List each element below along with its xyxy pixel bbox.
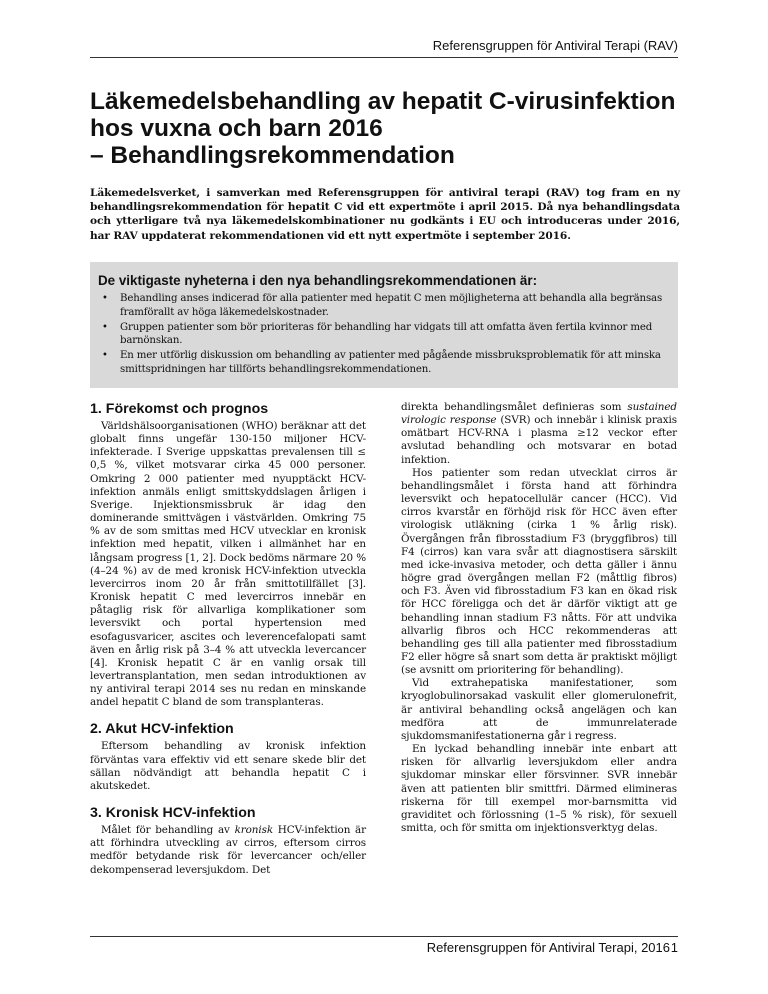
running-header: Referensgruppen för Antiviral Terapi (RAV) xyxy=(432,38,678,53)
lead-paragraph: Läkemedelsverket, i samverkan med Referensgruppen för antiviral terapi (RAV) tog fram en ny behandlingsrekommendation för hepatit C vid ett expertmöte i april 2015. Då nya behandlingsdata och ytterligare två nya läkemedelskombinationer nu godkänts i EU och introduceras under 2016, har RAV uppdaterat rekommendationen vid ett nytt expertmöte i september 2016. xyxy=(90,187,680,242)
bullet-icon: • xyxy=(102,321,108,333)
news-item xyxy=(90,321,678,349)
title-line-1: Läkemedelsbehandling av hepatit C-virusinfektion xyxy=(90,88,676,115)
title-line-3: – Behandlingsrekommendation xyxy=(90,142,455,169)
news-box xyxy=(90,262,678,388)
news-item-text: Behandling anses indicerad för alla patienter med hepatit C men möjligheterna att behandla alla begränsas framförallt av höga läkemedelskostnader. xyxy=(120,293,663,318)
footer-text: Referensgruppen för Antiviral Terapi, 2016 xyxy=(426,940,670,955)
right-column xyxy=(401,401,677,835)
news-item-text: Gruppen patienter som bör prioriteras för behandling har vidgats till att omfatta även fertila kvinnor med barnönskan. xyxy=(120,321,653,347)
section-1-paragraph: Världshälsoorganisationen (WHO) beräknar att det globalt finns ungefär 130-150 miljoner HCV-infekterade. I Sverige uppskattas prevalensen till ≤ 0,5 %, vilket motsvarar cirka 45 000 personer. Omkring 2 000 patienter med nyupptäckt HCV-infektion anmäls enligt smittskyddslagen årligen i Sverige. Injektionsmissbruk är idag den dominerande smittvägen i västvärlden. Omkring 75 % av de som smittas med HCV utvecklar en kronisk infektion med hepatit, vilken i allmänhet har en långsam progress [1, 2]. Dock bedöms närmare 20 % (4–24 %) av de med kronisk HCV-infektion utveckla levercirros inom 20 år från smittotillfället [3]. Kronisk hepatit C med levercirros innebär en påtaglig risk för allvarliga komplikationer som leversvikt och portal hypertension med esofagusvaricer, ascites och leverencefalopati samt även en årlig risk på 3–4 % att utveckla levercancer [4]. Kronisk hepatit C är en vanlig orsak till levertransplantation, men sedan introduktionen av ny antiviral terapi 2014 ses nu redan en minskande andel hepatit C bland de som transplanteras. xyxy=(90,420,366,709)
successful-treatment-paragraph: En lyckad behandling innebär inte enbart att risken för allvarlig leversjukdom eller andra sjukdomar minskar eller försvinner. SVR innebär även att patienten blir smittfri. Därmed elimineras riskerna för till exempel mor-barnsmitta vid graviditet och förlossning (1–5 % risk), för sexuell smitta, och för smitta om injektionsverktyg delas. xyxy=(401,743,677,834)
news-item xyxy=(90,349,678,377)
page-number: 1 xyxy=(670,940,678,955)
section-3-paragraph: Målet för behandling av kronisk HCV-infektion är att förhindra utveckling av cirros, eftersom cirros medför betydande risk för levercancer och/eller dekompenserad leversjukdom. Det xyxy=(90,824,366,876)
news-heading: De viktigaste nyheterna i den nya behandlingsrekommendationen är: xyxy=(98,273,538,288)
news-item-text: En mer utförlig diskussion om behandling av patienter med pågående missbruksproblematik för att minska smittspridningen har tillförts behandlingsrekommendationen. xyxy=(120,350,661,375)
footer-rule xyxy=(90,936,678,937)
section-heading-2: 2. Akut HCV-infektion xyxy=(90,721,234,738)
news-list xyxy=(90,292,678,378)
cirrhosis-paragraph: Hos patienter som redan utvecklat cirros är behandlingsmålet i första hand att förhindra leversvikt och hepatocellulär cancer (HCC). Vid cirros kvarstår en förhöjd risk för HCC även efter virologisk utläkning (cirka 1 % årlig risk). Övergången från fibrosstadium F3 (bryggfibros) till F4 (cirros) kan vara svår att diagnostisera särskilt med icke-invasiva metoder, och detta gäller i ännu högre grad övergången mellan F2 (måttlig fibros) och F3. Även vid fibrosstadium F3 kan en ökad risk för HCC föreligga och det är därför viktigt att ge behandling innan stadium F3 nåtts. För att undvika allvarlig fibros och HCC rekommenderas att behandling ges till alla patienter med fibrosstadium F2 eller högre så snart som detta är praktiskt möjligt (se avsnitt om prioritering för behandling). xyxy=(401,466,677,677)
svr-paragraph: direkta behandlingsmålet definieras som sustained virologic response (SVR) och innebär i klinisk praxis omätbart HCV-RNA i plasma ≥12 veckor efter avslutad behandling och motsvarar en botad infektion. xyxy=(401,401,677,466)
extrahepatic-paragraph: Vid extrahepatiska manifestationer, som kryoglobulinorsakad vaskulit eller glomerulonefrit, är antiviral behandling också angelägen och kan medföra att de immunrelaterade sjukdomsmanifestationerna går i regress. xyxy=(401,677,677,742)
title-line-2: hos vuxna och barn 2016 xyxy=(90,115,383,142)
header-rule xyxy=(90,57,678,58)
section-2-paragraph: Eftersom behandling av kronisk infektion förväntas vara effektiv vid ett senare skede blir det sällan nödvändigt att behandla hepatit C i akutskedet. xyxy=(90,740,366,792)
section-heading-3: 3. Kronisk HCV-infektion xyxy=(90,805,256,822)
bullet-icon: • xyxy=(102,350,108,362)
left-column xyxy=(90,401,366,877)
document-title xyxy=(90,88,690,169)
section-heading-1: 1. Förekomst och prognos xyxy=(90,401,269,417)
news-item xyxy=(90,292,678,320)
bullet-icon: • xyxy=(102,293,108,304)
